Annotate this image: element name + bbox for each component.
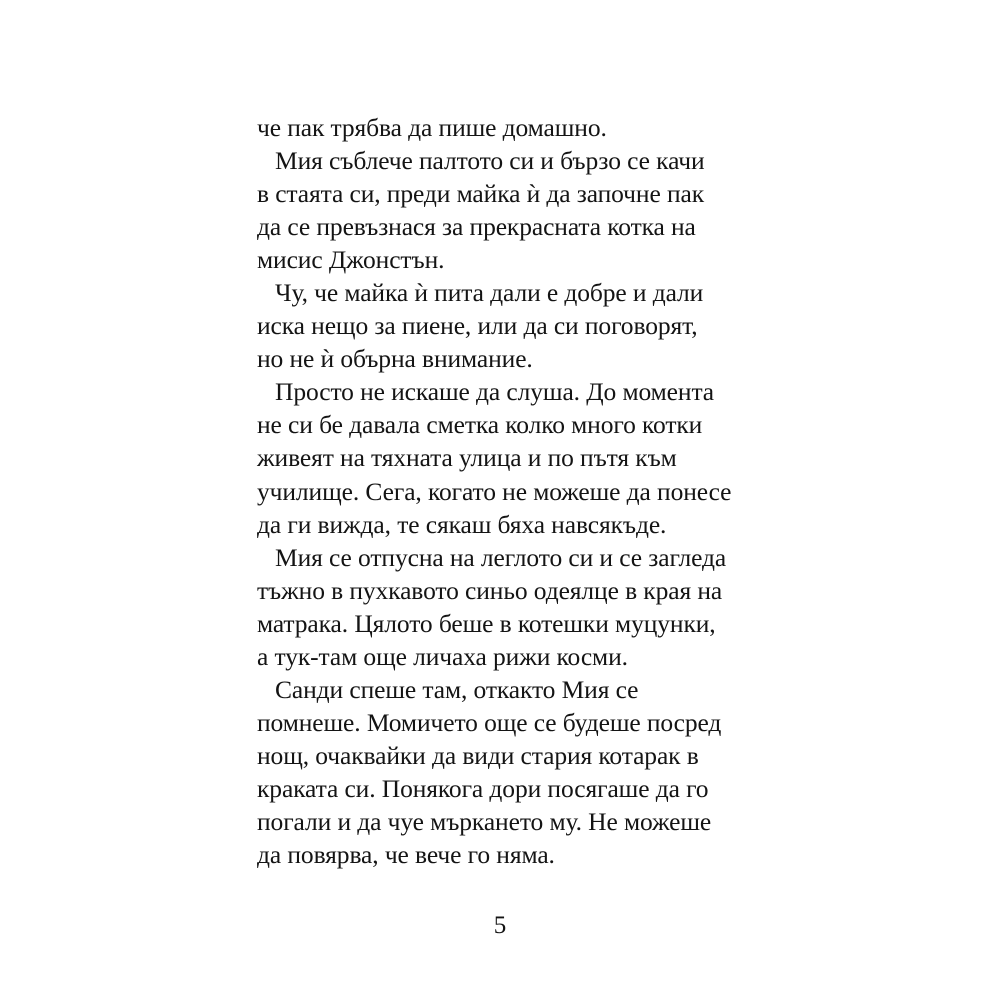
- text-line: краката си. Понякога дори посягаше да го: [257, 773, 709, 803]
- text-line: мисис Джонстън.: [257, 245, 445, 275]
- text-line: да се превъзнася за прекрасната котка на: [257, 212, 696, 242]
- text-line: Просто не искаше да слуша. До момента: [275, 377, 715, 407]
- text-line: помнеше. Момичето още се будеше посред: [257, 707, 722, 737]
- text-line: нощ, очаквайки да види стария котарак в: [257, 740, 699, 770]
- text-line: а тук-там още личаха рижи косми.: [257, 641, 628, 671]
- text-line: в стаята си, преди майка ѝ да започне пак: [257, 179, 704, 209]
- text-line: живеят на тяхната улица и по пътя към: [257, 443, 677, 473]
- text-line: Мия съблече палтото си и бързо се качи: [275, 146, 705, 176]
- text-line: тъжно в пухкавото синьо одеялце в края на: [257, 575, 723, 605]
- text-line: Чу, че майка ѝ пита дали е добре и дали: [275, 278, 704, 308]
- text-line: да ги вижда, те сякаш бяха навсякъде.: [257, 509, 667, 539]
- body-text: [257, 111, 757, 871]
- text-line: че пак трябва да пише домашно.: [257, 113, 607, 142]
- text-line: Санди спеше там, откакто Мия се: [275, 674, 639, 704]
- text-line: училище. Сега, когато не можеше да понесе: [257, 476, 732, 506]
- text-line: не си бе давала сметка колко много котки: [257, 410, 703, 440]
- text-line: погали и да чуе мъркането му. Не можеше: [257, 806, 712, 836]
- text-line: матрака. Цялото беше в котешки муцунки,: [257, 608, 716, 638]
- page-number: 5: [493, 912, 507, 939]
- text-line: иска нещо за пиене, или да си поговорят,: [257, 311, 698, 341]
- text-line: Мия се отпусна на леглото си и се загледа: [275, 542, 727, 572]
- text-line: да повярва, че вече го няма.: [257, 840, 555, 870]
- text-line: но не ѝ обърна внимание.: [257, 344, 533, 374]
